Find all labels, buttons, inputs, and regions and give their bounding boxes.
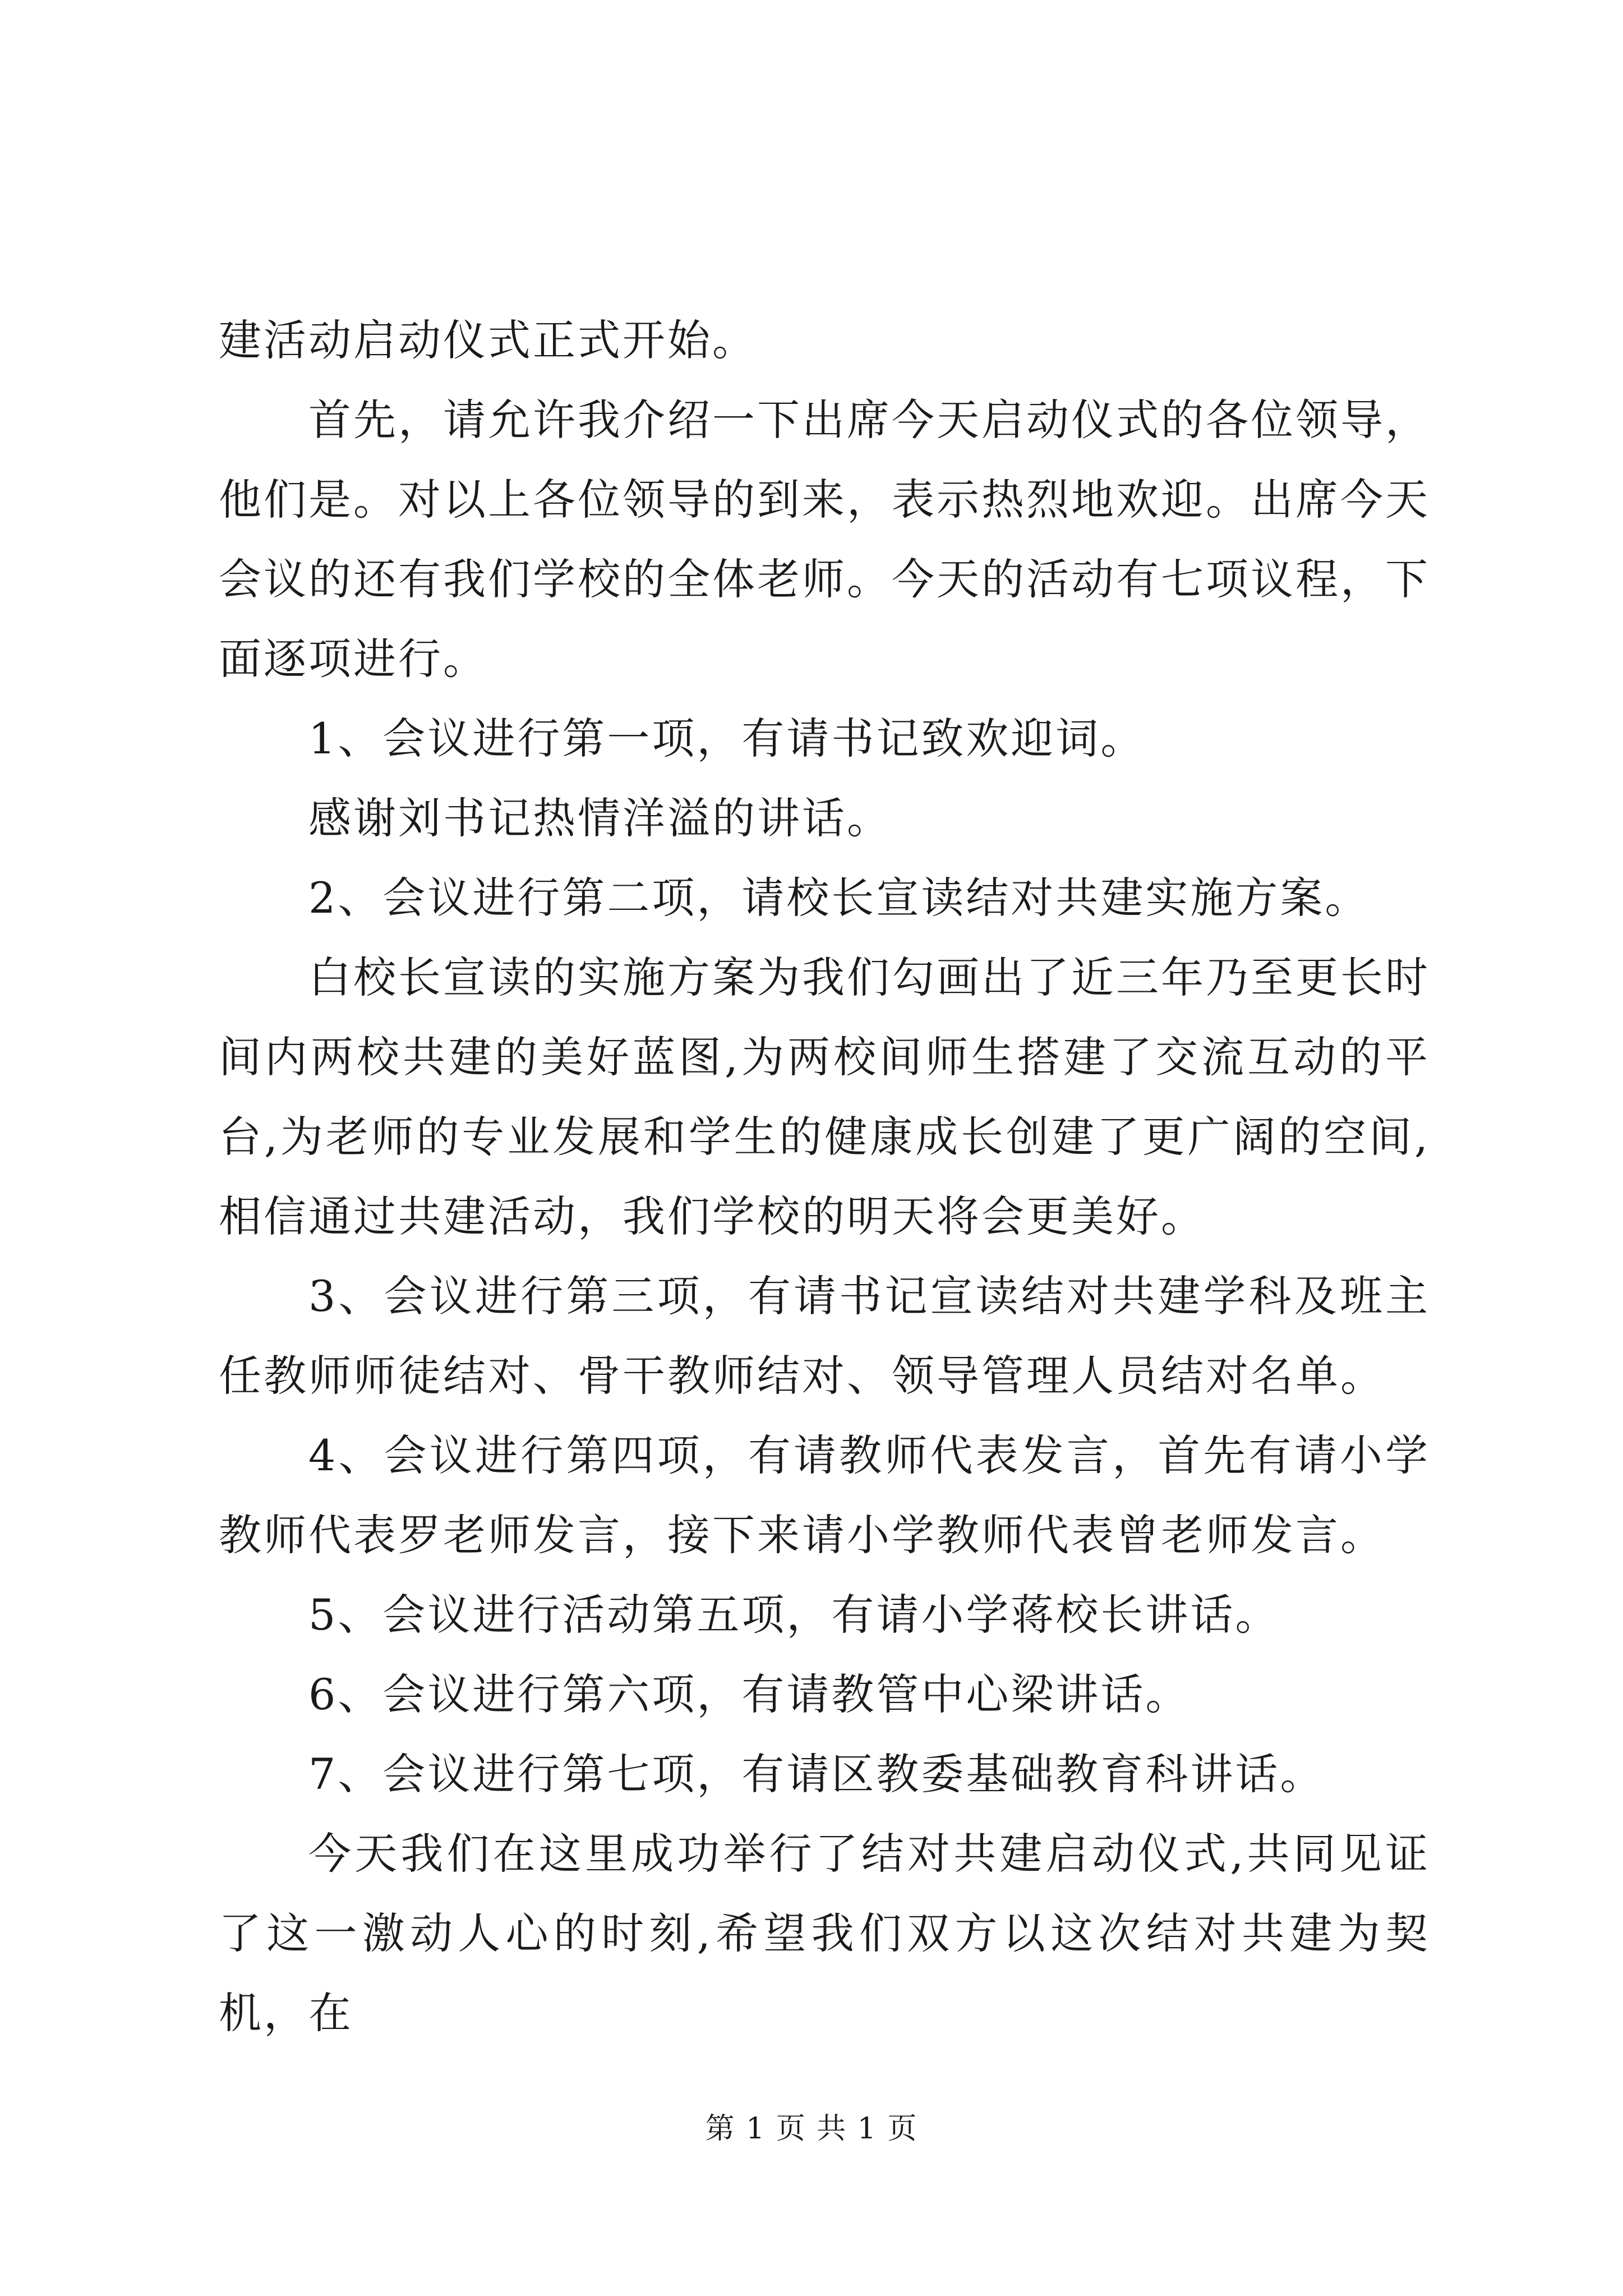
agenda-item-7: 7、会议进行第七项，有请区教委基础教育科讲话。 — [308, 1749, 1325, 1799]
paragraph-closing: 今天我们在这里成功举行了结对共建启动仪式,共同见证了这一激动人心的时刻,希望我们双方以这次结对共建为契机，在 — [219, 1829, 1430, 2038]
paragraph-introduction: 首先，请允许我介绍一下出席今天启动仪式的各位领导，他们是。对以上各位领导的到来，表示热烈地欢迎。出席今天会议的还有我们学校的全体老师。今天的活动有七项议程，下面逐项进行。 — [219, 395, 1430, 684]
agenda-item-2: 2、会议进行第二项，请校长宣读结对共建实施方案。 — [308, 873, 1370, 923]
paragraph-plan-summary: 白校长宣读的实施方案为我们勾画出了近三年乃至更长时间内两校共建的美好蓝图,为两校间师生搭建了交流互动的平台,为老师的专业发展和学生的健康成长创建了更广阔的空间,相信通过共建活动，我们学校的明天将会更美好。 — [219, 953, 1430, 1241]
paragraph-thanks: 感谢刘书记热情洋溢的讲话。 — [308, 793, 892, 843]
agenda-item-5: 5、会议进行活动第五项，有请小学蒋校长讲话。 — [308, 1590, 1280, 1640]
agenda-item-3: 3、会议进行第三项，有请书记宣读结对共建学科及班主任教师师徒结对、骨干教师结对、领导管理人员结对名单。 — [219, 1271, 1430, 1401]
page-footer: 第 1 页 共 1 页 — [705, 2112, 918, 2146]
paragraph-continuation: 建活动启动仪式正式开始。 — [219, 315, 757, 365]
agenda-item-6: 6、会议进行第六项，有请教管中心梁讲话。 — [308, 1669, 1191, 1719]
document-body — [219, 301, 1430, 2053]
agenda-item-4: 4、会议进行第四项，有请教师代表发言，首先有请小学教师代表罗老师发言，接下来请小学教师代表曾老师发言。 — [219, 1430, 1430, 1560]
agenda-item-1: 1、会议进行第一项，有请书记致欢迎词。 — [308, 714, 1146, 763]
